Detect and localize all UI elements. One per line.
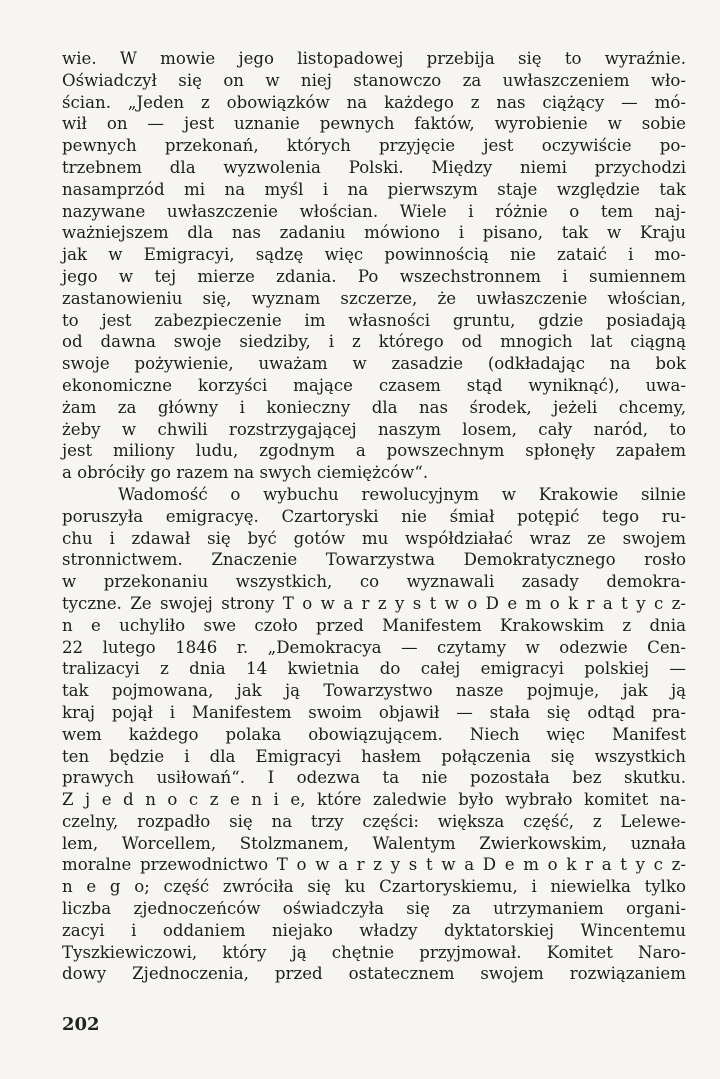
- text-line: żeby w chwili rozstrzygającej naszym losem, cały naród, to: [62, 419, 686, 439]
- text-line: n e uchyliło swe czoło przed Manifestem Krakowskim z dnia: [62, 615, 686, 635]
- text-line: jest miliony ludu, zgodnym a powszechnym spłonęły zapałem: [62, 441, 686, 461]
- text-line: poruszyła emigracyę. Czartoryski nie śmiał potępić tego ru-: [62, 506, 686, 526]
- text-line: tralizacyi z dnia 14 kwietnia do całej emigracyi polskiej —: [62, 659, 686, 679]
- text-line: czelny, rozpadło się na trzy części: większa część, z Lelewe-: [62, 811, 686, 831]
- text-line: zacyi i oddaniem niejako władzy dyktatorskiej Wincentemu: [62, 920, 686, 940]
- text-line: Oświadczył się on w niej stanowczo za uwłaszczeniem wło-: [62, 70, 686, 90]
- text-line: od dawna swoje siedziby, i z którego od mnogich lat ciągną: [62, 332, 686, 352]
- text-line: jak w Emigracyi, sądzę więc powinnością nie zataić i mo-: [62, 245, 686, 265]
- text-line: tyczne. Ze swojej strony T o w a r z y s t w o D e m o k r a t y c z-: [62, 593, 686, 613]
- text-line: Wadomość o wybuchu rewolucyjnym w Krakowie silnie: [118, 484, 686, 504]
- text-line: wem każdego polaka obowiązującem. Niech więc Manifest: [62, 724, 686, 744]
- text-line: w przekonaniu wszystkich, co wyznawali zasady demokra-: [62, 572, 686, 592]
- text-line: to jest zabezpieczenie im własności gruntu, gdzie posiadają: [62, 310, 686, 330]
- text-line: a obróciły go razem na swych ciemiężców“.: [62, 463, 429, 483]
- text-line: pewnych przekonań, których przyjęcie jest oczywiście po-: [62, 136, 686, 156]
- text-line: 22 lutego 1846 r. „Demokracya — czytamy w odezwie Cen-: [62, 637, 686, 657]
- text-line: swoje pożywienie, uważam w zasadzie (odkładając na bok: [62, 354, 686, 374]
- text-line: wił on — jest uznanie pewnych faktów, wyrobienie w sobie: [62, 114, 686, 134]
- text-line: nasamprzód mi na myśl i na pierwszym staje względzie tak: [62, 179, 686, 199]
- text-line: jego w tej mierze zdania. Po wszechstronnem i sumiennem: [62, 266, 686, 286]
- text-line: Z j e d n o c z e n i e, które zaledwie było wybrało komitet na-: [62, 790, 686, 810]
- text-line: żam za główny i konieczny dla nas środek, jeżeli chcemy,: [62, 397, 686, 417]
- text-line: n e g o; część zwróciła się ku Czartoryskiemu, i niewielka tylko: [62, 877, 686, 897]
- text-line: wie. W mowie jego listopadowej przebija się to wyraźnie.: [62, 49, 686, 68]
- text-line: ścian. „Jeden z obowiązków na każdego z nas ciążący — mó-: [62, 92, 686, 112]
- text-line: ekonomiczne korzyści mające czasem stąd wyniknąć), uwa-: [62, 375, 686, 395]
- text-line: moralne przewodnictwo T o w a r z y s t w a D e m o k r a t y c z-: [62, 855, 686, 875]
- body-text: [62, 48, 686, 985]
- text-line: liczba zjednoczeńców oświadczyła się za utrzymaniem organi-: [62, 899, 686, 919]
- text-line: tak pojmowana, jak ją Towarzystwo nasze pojmuje, jak ją: [62, 681, 686, 701]
- text-line: prawych usiłowań“. I odezwa ta nie pozostała bez skutku.: [62, 768, 686, 788]
- text-line: ważniejszem dla nas zadaniu mówiono i pisano, tak w Kraju: [62, 223, 686, 243]
- text-line: ten będzie i dla Emigracyi hasłem połączenia się wszystkich: [62, 746, 686, 766]
- text-line: Tyszkiewiczowi, który ją chętnie przyjmował. Komitet Naro-: [62, 942, 686, 962]
- text-line: kraj pojął i Manifestem swoim objawił — stała się odtąd pra-: [62, 702, 686, 722]
- text-line: dowy Zjednoczenia, przed ostatecznem swojem rozwiązaniem: [62, 964, 686, 984]
- text-line: zastanowieniu się, wyznam szczerze, że uwłaszczenie włościan,: [62, 288, 686, 308]
- text-line: trzebnem dla wyzwolenia Polski. Między niemi przychodzi: [62, 157, 686, 177]
- text-line: lem, Worcellem, Stolzmanem, Walentym Zwierkowskim, uznała: [62, 833, 686, 853]
- text-line: stronnictwem. Znaczenie Towarzystwa Demokratycznego rosło: [62, 550, 686, 570]
- text-line: chu i zdawał się być gotów mu współdziałać wraz ze swojem: [62, 528, 686, 548]
- text-line: nazywane uwłaszczenie włościan. Wiele i różnie o tem naj-: [62, 201, 686, 221]
- page-number: 202: [62, 1014, 100, 1035]
